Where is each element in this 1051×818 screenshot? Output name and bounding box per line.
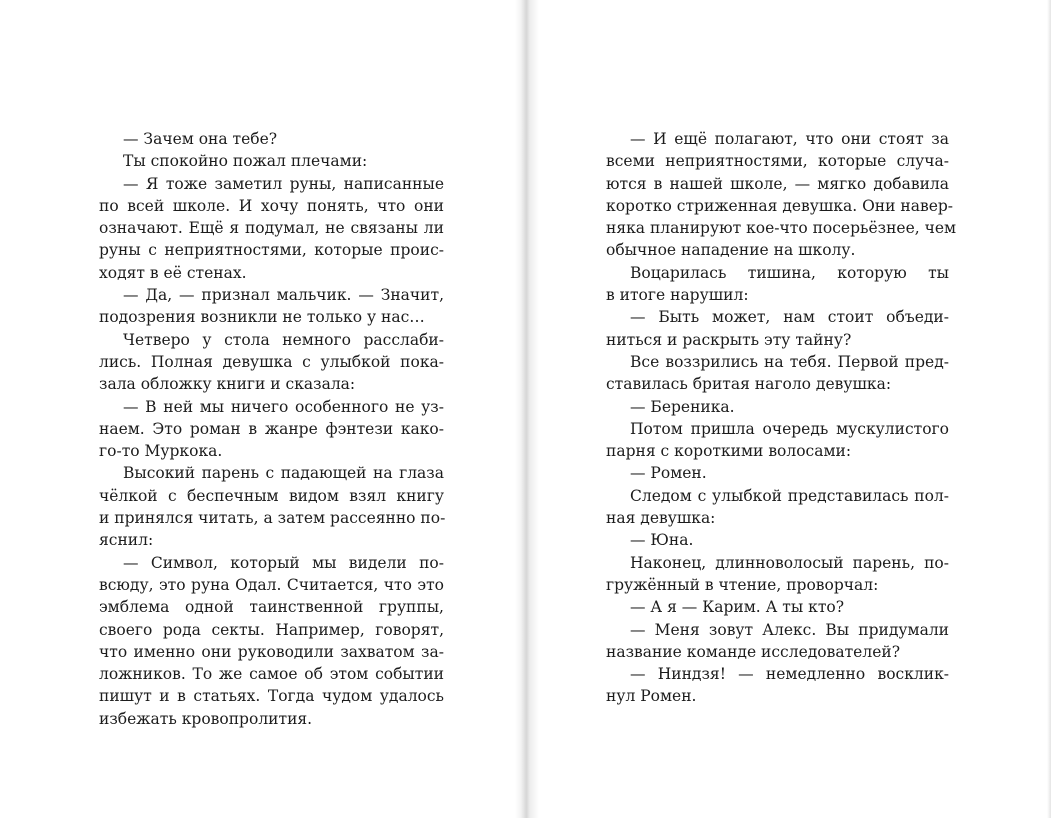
text-line: гружённый в чтение, проворчал: [606, 575, 879, 594]
text-line: — И ещё полагают, что они стоят за [630, 130, 949, 148]
text-line: няка планируют кое-что посерьёзнее, чем [606, 219, 957, 238]
text-line: эмблема одной таинственной группы, [99, 598, 444, 617]
left-page [0, 0, 521, 818]
text-line: зала обложку книги и сказала: [99, 375, 356, 394]
text-line: ная девушка: [606, 509, 716, 528]
text-line: — Символ, который мы видели по- [123, 553, 444, 572]
text-line: руны с неприятностями, которые проис- [99, 241, 444, 260]
text-line: — Зачем она тебе? [123, 130, 278, 148]
text-line: своего рода секты. Например, говорят, [99, 620, 444, 639]
text-line: Потом пришла очередь мускулистого [630, 419, 949, 438]
text-line: пишут и в статьях. Тогда чудом удалось [99, 687, 444, 706]
text-line: ются в нашей школе, — мягко добавила [606, 174, 949, 193]
text-line: Наконец, длинноволосый парень, по- [630, 553, 949, 572]
left-page-text [99, 128, 444, 730]
text-line: по всей школе. И хочу понять, что они [99, 196, 444, 215]
text-line: Воцарилась тишина, которую ты [630, 263, 949, 282]
text-line: — Юна. [630, 531, 694, 550]
text-line: что именно они руководили захватом за- [99, 642, 444, 661]
text-line: коротко стриженная девушка. Они навер- [606, 196, 954, 215]
text-line: Следом с улыбкой представилась пол- [630, 486, 949, 505]
text-line: всюду, это руна Одал. Считается, что это [99, 575, 444, 594]
text-line: всеми неприятностями, которые случа- [606, 152, 949, 171]
text-line: чёлкой с беспечным видом взял книгу [99, 486, 444, 505]
text-line: — А я — Карим. А ты кто? [630, 598, 845, 617]
text-line: и принялся читать, а затем рассеянно по- [99, 509, 446, 528]
text-line: обычное нападение на школу. [606, 241, 856, 260]
text-line: подозрения возникли не только у нас… [99, 308, 425, 327]
text-line: Ты спокойно пожал плечами: [123, 152, 368, 171]
text-line: — Береника. [630, 397, 735, 416]
text-line: — Меня зовут Алекс. Вы придумали [630, 620, 949, 639]
text-line: — Да, — признал мальчик. — Значит, [123, 286, 444, 305]
right-page [527, 0, 1051, 818]
text-line: — В ней мы ничего особенного не уз- [123, 397, 444, 416]
right-page-text [606, 128, 957, 708]
text-line: ходят в её стенах. [99, 263, 247, 282]
text-line: в итоге нарушил: [606, 286, 749, 305]
text-line: ниться и раскрыть эту тайну? [606, 330, 852, 349]
book-gutter-shadow [515, 0, 539, 818]
text-line: избежать кровопролития. [99, 709, 313, 728]
text-line: Высокий парень с падающей на глаза [123, 464, 444, 483]
text-line: означают. Ещё я подумал, не связаны ли [99, 219, 444, 238]
text-line: ставилась бритая наголо девушка: [606, 375, 892, 394]
page-edge-shadow [1047, 0, 1051, 818]
text-line: лись. Полная девушка с улыбкой пока- [99, 352, 444, 371]
text-line: — Я тоже заметил руны, написанные [123, 174, 444, 193]
text-line: ложников. То же самое об этом событии [99, 665, 444, 684]
text-line: нул Ромен. [606, 687, 697, 706]
text-line: яснил: [99, 531, 154, 550]
text-line: Все воззрились на тебя. Первой пред- [630, 352, 949, 371]
text-line: название команде исследователей? [606, 642, 901, 661]
text-line: — Ниндзя! — немедленно восклик- [630, 665, 949, 684]
text-line: — Ромен. [630, 464, 707, 483]
text-line: парня с короткими волосами: [606, 442, 852, 461]
text-line: наем. Это роман в жанре фэнтези како- [99, 419, 444, 438]
text-line: го-то Муркока. [99, 442, 223, 461]
text-line: Четверо у стола немного расслаби- [123, 330, 444, 349]
text-line: — Быть может, нам стоит объеди- [630, 308, 949, 327]
